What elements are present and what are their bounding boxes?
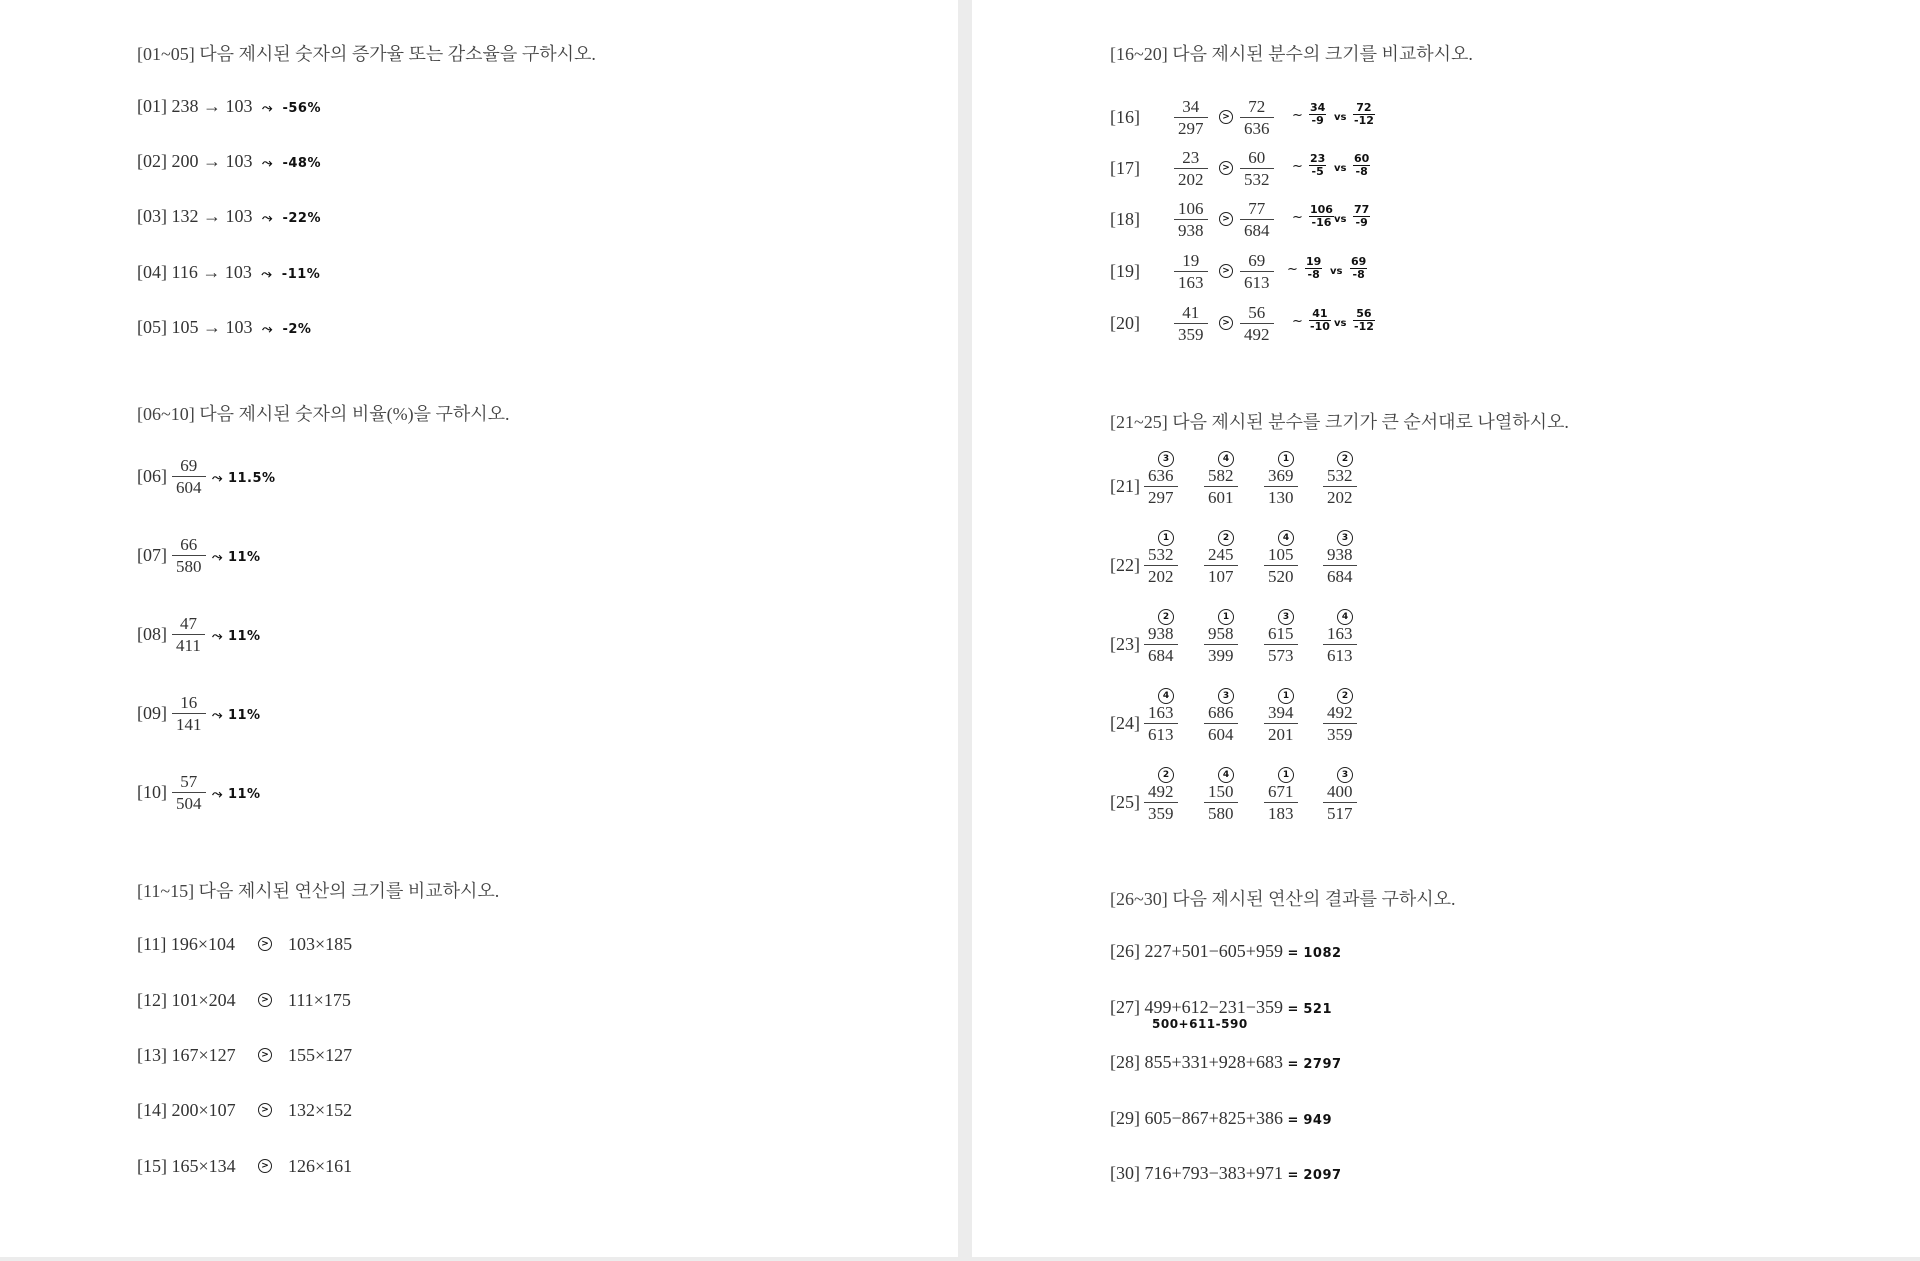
arrow-icon: ⤳ — [257, 156, 278, 171]
handwritten-fraction-b — [1353, 308, 1375, 333]
problem-02 — [137, 151, 321, 172]
denominator: 636 — [1244, 119, 1270, 138]
section-heading-16-20: [16~20] 다음 제시된 분수의 크기를 비교하시오. — [1110, 44, 1473, 64]
denominator: 141 — [176, 715, 202, 734]
problem-21-label: [21] — [1110, 476, 1140, 496]
denominator: 604 — [1208, 725, 1234, 744]
arrow-icon: ~ — [1292, 314, 1303, 329]
problem-09-answer — [212, 708, 261, 723]
arrow-icon: ⤳ — [212, 550, 223, 565]
denominator: 938 — [1178, 221, 1204, 240]
handwritten-answer: -11% — [281, 267, 321, 282]
numerator: 69 — [1351, 255, 1367, 268]
denominator: 130 — [1268, 488, 1294, 507]
problem-expression: 716+793−383+971 — [1144, 1163, 1283, 1183]
numerator: 938 — [1323, 544, 1357, 566]
problem-07-fraction — [172, 534, 206, 577]
numerator: 34 — [1310, 101, 1326, 114]
equals-sign: = — [1287, 1002, 1299, 1017]
numerator: 47 — [172, 613, 205, 635]
handwritten-answer: 521 — [1303, 1002, 1333, 1017]
rank-mark: 2 — [1158, 767, 1174, 783]
right-expression: 155×127 — [288, 1045, 353, 1065]
problem-19-fraction-a — [1174, 250, 1208, 293]
rank-mark: 2 — [1158, 609, 1174, 625]
problem-label: [03] — [137, 206, 167, 226]
handwritten-answer: -22% — [282, 211, 321, 226]
section-heading-26-30: [26~30] 다음 제시된 연산의 결과를 구하시오. — [1110, 889, 1456, 909]
vs-label: vs — [1330, 266, 1343, 277]
handwritten-answer: 11% — [227, 550, 261, 565]
comparison-mark: > — [258, 1048, 272, 1062]
rank-mark: 3 — [1218, 688, 1234, 704]
problem-expression: 499+612−231−359 — [1144, 997, 1283, 1017]
denominator: -8 — [1307, 268, 1320, 281]
problem-label: [12] — [137, 990, 167, 1010]
rank-mark: 1 — [1278, 767, 1294, 783]
fraction — [1144, 702, 1178, 745]
handwritten-answer: 11.5% — [227, 471, 276, 486]
denominator: 359 — [1178, 325, 1204, 344]
left-expression: 101×204 — [171, 990, 236, 1010]
numerator: 105 — [1264, 544, 1298, 566]
problem-expression: 605−867+825+386 — [1144, 1108, 1283, 1128]
problem-16-fraction-a — [1174, 96, 1208, 139]
problem-20-label: [20] — [1110, 313, 1140, 333]
problem-label: [13] — [137, 1045, 167, 1065]
denominator: 492 — [1244, 325, 1270, 344]
vs-label: vs — [1334, 112, 1347, 123]
arrow-icon: ⤳ — [257, 322, 278, 337]
rank-mark: 1 — [1218, 609, 1234, 625]
arrow-icon: ~ — [1292, 108, 1303, 123]
numerator: 163 — [1323, 623, 1357, 645]
numerator: 369 — [1264, 465, 1298, 487]
problem-17-label: [17] — [1110, 158, 1140, 178]
problem-16-fraction-b — [1240, 96, 1274, 139]
problem-01 — [137, 96, 321, 117]
denominator: -8 — [1355, 165, 1368, 178]
fraction — [1144, 465, 1178, 508]
handwritten-fraction-a — [1309, 204, 1334, 229]
problem-label: [04] — [137, 262, 167, 282]
problem-04 — [137, 262, 320, 283]
fraction — [1264, 781, 1298, 824]
problem-expression: 855+331+928+683 — [1144, 1052, 1283, 1072]
rank-mark: 4 — [1337, 609, 1353, 625]
denominator: 297 — [1148, 488, 1174, 507]
problem-expression: 238 → 103 — [171, 96, 253, 116]
problem-29 — [1110, 1108, 1332, 1129]
denominator: 183 — [1268, 804, 1294, 823]
problem-10-label: [10] — [137, 782, 167, 802]
comparison-mark: > — [1219, 264, 1233, 278]
arrow-icon: ~ — [1287, 262, 1298, 277]
problem-label: [26] — [1110, 941, 1140, 961]
right-expression: 103×185 — [288, 934, 353, 954]
numerator: 671 — [1264, 781, 1298, 803]
vs-label: vs — [1334, 163, 1347, 174]
section-heading-06-10: [06~10] 다음 제시된 숫자의 비율(%)을 구하시오. — [137, 404, 510, 424]
rank-mark: 4 — [1158, 688, 1174, 704]
fraction — [1264, 544, 1298, 587]
denominator: 684 — [1327, 567, 1353, 586]
fraction — [1323, 465, 1357, 508]
fraction — [1144, 544, 1178, 587]
rank-mark: 1 — [1278, 451, 1294, 467]
problem-06-fraction — [172, 455, 206, 498]
section-heading-21-25: [21~25] 다음 제시된 분수를 크기가 큰 순서대로 나열하시오. — [1110, 412, 1569, 432]
denominator: 504 — [176, 794, 202, 813]
numerator: 582 — [1204, 465, 1238, 487]
rank-mark: 4 — [1218, 767, 1234, 783]
numerator: 57 — [172, 771, 206, 793]
numerator: 69 — [172, 455, 206, 477]
problem-label: [29] — [1110, 1108, 1140, 1128]
numerator: 686 — [1204, 702, 1238, 724]
problem-12 — [137, 990, 236, 1011]
fraction — [1204, 465, 1238, 508]
problem-10-fraction — [172, 771, 206, 814]
numerator: 394 — [1264, 702, 1298, 724]
fraction — [1323, 702, 1357, 745]
numerator: 77 — [1240, 198, 1274, 220]
arrow-icon: ⤳ — [257, 211, 278, 226]
problem-16-label: [16] — [1110, 107, 1140, 127]
problem-05 — [137, 317, 311, 338]
denominator: 517 — [1327, 804, 1353, 823]
fraction — [1144, 623, 1178, 666]
numerator: 19 — [1306, 255, 1322, 268]
numerator: 56 — [1353, 308, 1375, 321]
denominator: 163 — [1178, 273, 1204, 292]
rank-mark: 3 — [1158, 451, 1174, 467]
handwritten-fraction-a — [1309, 153, 1326, 178]
right-expression: 111×175 — [288, 990, 351, 1010]
comparison-mark: > — [258, 1159, 272, 1173]
problem-expression: 105 → 103 — [171, 317, 253, 337]
numerator: 66 — [172, 534, 206, 556]
handwritten-answer: 11% — [227, 787, 261, 802]
numerator: 400 — [1323, 781, 1357, 803]
denominator: 604 — [176, 478, 202, 497]
problem-08-label: [08] — [137, 624, 167, 644]
handwritten-fraction-a — [1309, 308, 1331, 333]
problem-14 — [137, 1100, 236, 1121]
equals-sign: = — [1287, 1113, 1299, 1128]
problem-09-label: [09] — [137, 703, 167, 723]
fraction — [1144, 781, 1178, 824]
problem-label: [14] — [137, 1100, 167, 1120]
denominator: 684 — [1244, 221, 1270, 240]
problem-23-label: [23] — [1110, 634, 1140, 654]
problem-label: [02] — [137, 151, 167, 171]
equals-sign: = — [1287, 1168, 1299, 1183]
arrow-icon: ⤳ — [212, 708, 223, 723]
denominator: 613 — [1244, 273, 1270, 292]
fraction — [1264, 465, 1298, 508]
fraction — [1323, 781, 1357, 824]
denominator: 520 — [1268, 567, 1294, 586]
problem-17-fraction-a — [1174, 147, 1208, 190]
denominator: 580 — [1208, 804, 1234, 823]
numerator: 163 — [1144, 702, 1178, 724]
comparison-mark: > — [1219, 161, 1233, 175]
problem-expression: 200 → 103 — [171, 151, 253, 171]
handwritten-answer: -2% — [282, 322, 312, 337]
numerator: 532 — [1323, 465, 1357, 487]
problem-07-label: [07] — [137, 545, 167, 565]
handwritten-fraction-a — [1305, 256, 1322, 281]
problem-08-answer — [212, 629, 261, 644]
problem-09-fraction — [172, 692, 206, 735]
denominator: 532 — [1244, 170, 1270, 189]
numerator: 69 — [1240, 250, 1274, 272]
arrow-icon: ⤳ — [257, 101, 278, 116]
denominator: 411 — [176, 636, 201, 655]
denominator: 359 — [1148, 804, 1174, 823]
numerator: 150 — [1204, 781, 1238, 803]
denominator: -8 — [1352, 268, 1365, 281]
handwritten-note: 500+611-590 — [1152, 1017, 1248, 1031]
problem-03 — [137, 206, 321, 227]
numerator: 60 — [1354, 152, 1370, 165]
handwritten-answer: -48% — [282, 156, 321, 171]
problem-expression: 116 → 103 — [171, 262, 252, 282]
problem-07-answer — [212, 550, 261, 565]
handwritten-answer: 949 — [1303, 1113, 1333, 1128]
denominator: 613 — [1327, 646, 1353, 665]
rank-mark: 1 — [1278, 688, 1294, 704]
problem-13 — [137, 1045, 236, 1066]
arrow-icon: ~ — [1292, 210, 1303, 225]
denominator: -12 — [1354, 320, 1374, 333]
problem-11 — [137, 934, 235, 955]
problem-06-label: [06] — [137, 466, 167, 486]
right-page — [972, 0, 1920, 1257]
problem-22-label: [22] — [1110, 555, 1140, 575]
fraction — [1323, 623, 1357, 666]
numerator: 615 — [1264, 623, 1298, 645]
right-expression: 126×161 — [288, 1156, 353, 1176]
denominator: -10 — [1310, 320, 1330, 333]
problem-19-label: [19] — [1110, 261, 1140, 281]
problem-24-label: [24] — [1110, 713, 1140, 733]
problem-15 — [137, 1156, 236, 1177]
numerator: 492 — [1144, 781, 1178, 803]
numerator: 34 — [1174, 96, 1208, 118]
denominator: -9 — [1355, 216, 1368, 229]
fraction — [1264, 702, 1298, 745]
denominator: 201 — [1268, 725, 1294, 744]
arrow-icon: ~ — [1292, 159, 1303, 174]
rank-mark: 1 — [1158, 530, 1174, 546]
numerator: 41 — [1174, 302, 1208, 324]
left-expression: 200×107 — [171, 1100, 236, 1120]
denominator: 297 — [1178, 119, 1204, 138]
denominator: 202 — [1178, 170, 1204, 189]
comparison-mark: > — [258, 993, 272, 1007]
problem-label: [28] — [1110, 1052, 1140, 1072]
numerator: 72 — [1353, 102, 1375, 115]
problem-10-answer — [212, 787, 261, 802]
problem-label: [05] — [137, 317, 167, 337]
comparison-mark: > — [258, 1103, 272, 1117]
handwritten-answer: -56% — [282, 101, 321, 116]
handwritten-answer: 2097 — [1303, 1168, 1342, 1183]
problem-18-fraction-a — [1174, 198, 1208, 241]
numerator: 23 — [1174, 147, 1208, 169]
denominator: 601 — [1208, 488, 1234, 507]
handwritten-fraction-b — [1353, 102, 1375, 127]
numerator: 23 — [1310, 152, 1326, 165]
fraction — [1204, 623, 1238, 666]
problem-19-fraction-b — [1240, 250, 1274, 293]
arrow-icon: ⤳ — [212, 787, 223, 802]
numerator: 60 — [1240, 147, 1274, 169]
denominator: 573 — [1268, 646, 1294, 665]
handwritten-fraction-b — [1353, 204, 1370, 229]
arrow-icon: ⤳ — [212, 471, 223, 486]
fraction — [1264, 623, 1298, 666]
left-page — [0, 0, 958, 1257]
numerator: 492 — [1323, 702, 1357, 724]
problem-label: [15] — [137, 1156, 167, 1176]
problem-20-fraction-a — [1174, 302, 1208, 345]
denominator: 580 — [176, 557, 202, 576]
denominator: 613 — [1148, 725, 1174, 744]
problem-25-label: [25] — [1110, 792, 1140, 812]
denominator: -16 — [1311, 216, 1332, 229]
handwritten-fraction-a — [1309, 102, 1326, 127]
problem-08-fraction — [172, 613, 205, 656]
numerator: 532 — [1144, 544, 1178, 566]
rank-mark: 2 — [1337, 688, 1353, 704]
rank-mark: 3 — [1337, 767, 1353, 783]
problem-27 — [1110, 997, 1332, 1018]
arrow-icon: ⤳ — [256, 267, 278, 282]
equals-sign: = — [1287, 946, 1299, 961]
numerator: 56 — [1240, 302, 1274, 324]
fraction — [1204, 781, 1238, 824]
handwritten-fraction-b — [1350, 256, 1367, 281]
fraction — [1204, 702, 1238, 745]
handwritten-answer: 11% — [227, 708, 261, 723]
left-expression: 196×104 — [170, 934, 235, 954]
numerator: 636 — [1144, 465, 1178, 487]
rank-mark: 2 — [1218, 530, 1234, 546]
problem-30 — [1110, 1163, 1342, 1184]
comparison-mark: > — [1219, 316, 1233, 330]
denominator: 399 — [1208, 646, 1234, 665]
numerator: 72 — [1240, 96, 1274, 118]
section-heading-11-15: [11~15] 다음 제시된 연산의 크기를 비교하시오. — [137, 881, 500, 901]
problem-label: [30] — [1110, 1163, 1140, 1183]
problem-17-fraction-b — [1240, 147, 1274, 190]
problem-28 — [1110, 1052, 1342, 1073]
numerator: 41 — [1309, 308, 1331, 321]
denominator: 684 — [1148, 646, 1174, 665]
vs-label: vs — [1334, 214, 1347, 225]
numerator: 16 — [172, 692, 206, 714]
denominator: 202 — [1327, 488, 1353, 507]
left-expression: 167×127 — [171, 1045, 236, 1065]
problem-label: [11] — [137, 934, 167, 954]
handwritten-answer: 11% — [227, 629, 261, 644]
handwritten-answer: 2797 — [1303, 1057, 1342, 1072]
comparison-mark: > — [258, 937, 272, 951]
numerator: 77 — [1354, 203, 1370, 216]
problem-label: [27] — [1110, 997, 1140, 1017]
denominator: -5 — [1311, 165, 1324, 178]
numerator: 958 — [1204, 623, 1238, 645]
comparison-mark: > — [1219, 110, 1233, 124]
rank-mark: 4 — [1218, 451, 1234, 467]
handwritten-fraction-b — [1353, 153, 1370, 178]
numerator: 106 — [1310, 203, 1333, 216]
problem-06-answer — [212, 471, 276, 486]
equals-sign: = — [1287, 1057, 1299, 1072]
right-expression: 132×152 — [288, 1100, 353, 1120]
denominator: -12 — [1354, 114, 1374, 127]
numerator: 106 — [1174, 198, 1208, 220]
rank-mark: 4 — [1278, 530, 1294, 546]
problem-label: [01] — [137, 96, 167, 116]
rank-mark: 2 — [1337, 451, 1353, 467]
numerator: 245 — [1204, 544, 1238, 566]
vs-label: vs — [1334, 318, 1347, 329]
arrow-icon: ⤳ — [212, 629, 223, 644]
problem-26 — [1110, 941, 1342, 962]
denominator: 202 — [1148, 567, 1174, 586]
problem-18-fraction-b — [1240, 198, 1274, 241]
fraction — [1323, 544, 1357, 587]
problem-18-label: [18] — [1110, 209, 1140, 229]
numerator: 938 — [1144, 623, 1178, 645]
section-heading-01-05: [01~05] 다음 제시된 숫자의 증가율 또는 감소율을 구하시오. — [137, 44, 596, 64]
problem-expression: 227+501−605+959 — [1144, 941, 1283, 961]
rank-mark: 3 — [1337, 530, 1353, 546]
left-expression: 165×134 — [171, 1156, 236, 1176]
problem-expression: 132 → 103 — [171, 206, 253, 226]
denominator: 107 — [1208, 567, 1234, 586]
handwritten-answer: 1082 — [1303, 946, 1342, 961]
denominator: -9 — [1311, 114, 1324, 127]
rank-mark: 3 — [1278, 609, 1294, 625]
problem-20-fraction-b — [1240, 302, 1274, 345]
denominator: 359 — [1327, 725, 1353, 744]
fraction — [1204, 544, 1238, 587]
comparison-mark: > — [1219, 212, 1233, 226]
numerator: 19 — [1174, 250, 1208, 272]
